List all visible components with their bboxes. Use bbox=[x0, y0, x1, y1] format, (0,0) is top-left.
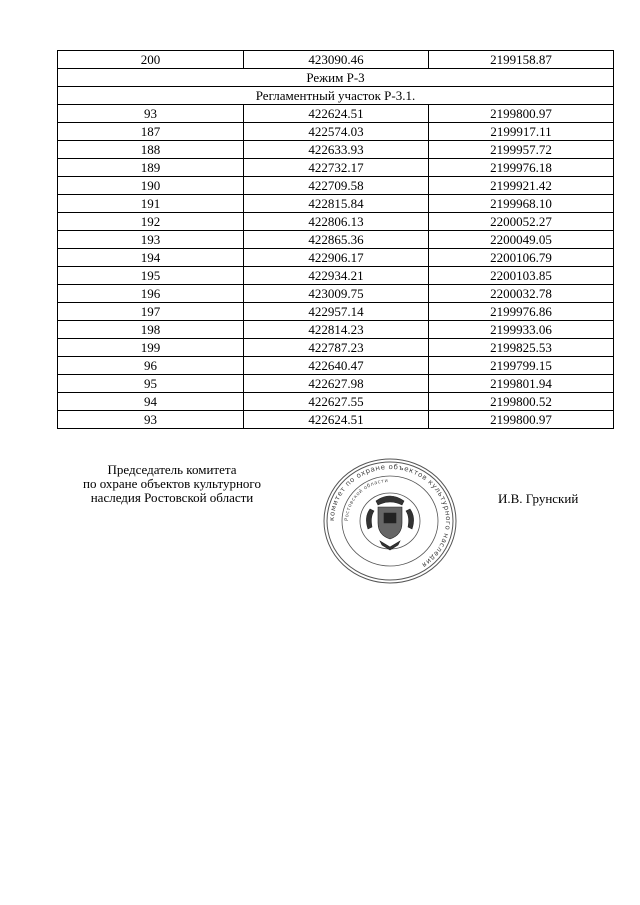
section-header-row bbox=[58, 69, 614, 87]
point-number-cell: 188 bbox=[58, 141, 244, 159]
point-number-cell: 200 bbox=[58, 51, 244, 69]
x-coordinate-cell: 422815.84 bbox=[244, 195, 429, 213]
point-number-cell: 95 bbox=[58, 375, 244, 393]
x-coordinate-cell: 423090.46 bbox=[244, 51, 429, 69]
y-coordinate-cell: 2199158.87 bbox=[429, 51, 614, 69]
table-row bbox=[58, 141, 614, 159]
table-row bbox=[58, 105, 614, 123]
x-coordinate-cell: 422624.51 bbox=[244, 105, 429, 123]
y-coordinate-cell: 2200052.27 bbox=[429, 213, 614, 231]
table-row bbox=[58, 51, 614, 69]
point-number-cell: 193 bbox=[58, 231, 244, 249]
point-number-cell: 190 bbox=[58, 177, 244, 195]
x-coordinate-cell: 422787.23 bbox=[244, 339, 429, 357]
x-coordinate-cell: 422934.21 bbox=[244, 267, 429, 285]
y-coordinate-cell: 2200032.78 bbox=[429, 285, 614, 303]
x-coordinate-cell: 422633.93 bbox=[244, 141, 429, 159]
official-seal bbox=[318, 455, 463, 587]
x-coordinate-cell: 422906.17 bbox=[244, 249, 429, 267]
signatory-title-line: наследия Ростовской области bbox=[90, 490, 254, 505]
signatory-name: И.В. Грунский bbox=[498, 491, 579, 506]
y-coordinate-cell: 2199799.15 bbox=[429, 357, 614, 375]
point-number-cell: 197 bbox=[58, 303, 244, 321]
x-coordinate-cell: 422814.23 bbox=[244, 321, 429, 339]
x-coordinate-cell: 422574.03 bbox=[244, 123, 429, 141]
x-coordinate-cell: 423009.75 bbox=[244, 285, 429, 303]
y-coordinate-cell: 2199968.10 bbox=[429, 195, 614, 213]
x-coordinate-cell: 422957.14 bbox=[244, 303, 429, 321]
point-number-cell: 189 bbox=[58, 159, 244, 177]
table-row bbox=[58, 123, 614, 141]
point-number-cell: 96 bbox=[58, 357, 244, 375]
table-row bbox=[58, 321, 614, 339]
section-header-cell: Режим Р-3 bbox=[58, 69, 614, 87]
y-coordinate-cell: 2199801.94 bbox=[429, 375, 614, 393]
table-row bbox=[58, 231, 614, 249]
seal-outer-text: комитет по охране объектов культурного наследия bbox=[327, 462, 453, 570]
point-number-cell: 195 bbox=[58, 267, 244, 285]
y-coordinate-cell: 2199800.52 bbox=[429, 393, 614, 411]
x-coordinate-cell: 422627.98 bbox=[244, 375, 429, 393]
x-coordinate-cell: 422640.47 bbox=[244, 357, 429, 375]
signatory-title bbox=[72, 463, 272, 505]
y-coordinate-cell: 2199917.11 bbox=[429, 123, 614, 141]
x-coordinate-cell: 422709.58 bbox=[244, 177, 429, 195]
table-row bbox=[58, 177, 614, 195]
y-coordinate-cell: 2200049.05 bbox=[429, 231, 614, 249]
table-row bbox=[58, 267, 614, 285]
table-row bbox=[58, 195, 614, 213]
point-number-cell: 93 bbox=[58, 411, 244, 429]
coat-of-arms-icon bbox=[366, 496, 413, 550]
y-coordinate-cell: 2199800.97 bbox=[429, 411, 614, 429]
y-coordinate-cell: 2199825.53 bbox=[429, 339, 614, 357]
point-number-cell: 93 bbox=[58, 105, 244, 123]
y-coordinate-cell: 2200103.85 bbox=[429, 267, 614, 285]
section-header-cell: Регламентный участок Р-3.1. bbox=[58, 87, 614, 105]
point-number-cell: 196 bbox=[58, 285, 244, 303]
y-coordinate-cell: 2199921.42 bbox=[429, 177, 614, 195]
y-coordinate-cell: 2199957.72 bbox=[429, 141, 614, 159]
table-row bbox=[58, 393, 614, 411]
point-number-cell: 94 bbox=[58, 393, 244, 411]
x-coordinate-cell: 422732.17 bbox=[244, 159, 429, 177]
table-row bbox=[58, 339, 614, 357]
section-header-row bbox=[58, 87, 614, 105]
table-row bbox=[58, 159, 614, 177]
table-row bbox=[58, 303, 614, 321]
point-number-cell: 191 bbox=[58, 195, 244, 213]
y-coordinate-cell: 2199933.06 bbox=[429, 321, 614, 339]
point-number-cell: 199 bbox=[58, 339, 244, 357]
table-row bbox=[58, 411, 614, 429]
x-coordinate-cell: 422624.51 bbox=[244, 411, 429, 429]
seal-inner-text: Ростовской области bbox=[343, 478, 389, 522]
y-coordinate-cell: 2199976.18 bbox=[429, 159, 614, 177]
table-row bbox=[58, 213, 614, 231]
table-row bbox=[58, 249, 614, 267]
table-row bbox=[58, 375, 614, 393]
point-number-cell: 194 bbox=[58, 249, 244, 267]
table-row bbox=[58, 285, 614, 303]
point-number-cell: 198 bbox=[58, 321, 244, 339]
x-coordinate-cell: 422627.55 bbox=[244, 393, 429, 411]
x-coordinate-cell: 422865.36 bbox=[244, 231, 429, 249]
coordinates-table bbox=[57, 50, 614, 429]
y-coordinate-cell: 2199800.97 bbox=[429, 105, 614, 123]
point-number-cell: 187 bbox=[58, 123, 244, 141]
y-coordinate-cell: 2199976.86 bbox=[429, 303, 614, 321]
coordinates-table-body bbox=[58, 51, 614, 429]
x-coordinate-cell: 422806.13 bbox=[244, 213, 429, 231]
signatory-title-line: по охране объектов культурного bbox=[83, 476, 261, 491]
table-row bbox=[58, 357, 614, 375]
y-coordinate-cell: 2200106.79 bbox=[429, 249, 614, 267]
signatory-title-line: Председатель комитета bbox=[107, 462, 237, 477]
point-number-cell: 192 bbox=[58, 213, 244, 231]
